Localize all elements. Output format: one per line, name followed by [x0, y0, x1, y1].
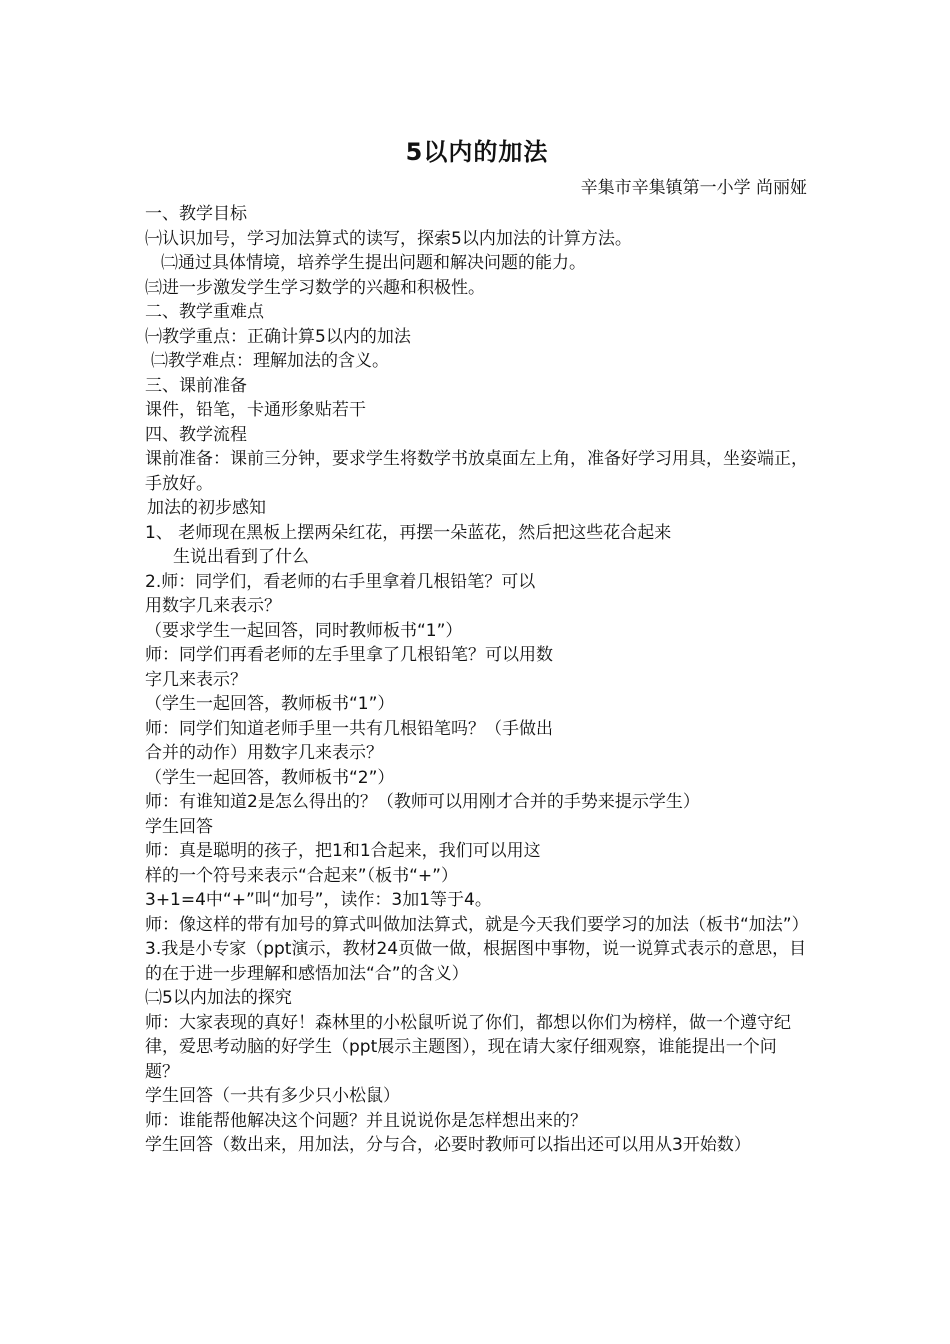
- document-body: [145, 202, 809, 1158]
- paragraph-line: 师：同学们再看老师的左手里拿了几根铅笔？可以用数: [145, 645, 553, 665]
- paragraph-line: （学生一起回答，教师板书“2”）: [145, 767, 395, 788]
- paragraph-line: 一、教学目标: [145, 204, 247, 224]
- paragraph-line: 生说出看到了什么: [173, 547, 309, 567]
- paragraph-line: 2.师：同学们，看老师的右手里拿着几根铅笔？可以: [145, 571, 536, 592]
- paragraph-line: 样的一个符号来表示“合起来”（板书“+”）: [145, 865, 458, 886]
- paragraph-line: 师：有谁知道2是怎么得出的？（教师可以用刚才合并的手势来提示学生）: [145, 792, 700, 812]
- document-page: [145, 132, 809, 1158]
- paragraph-line: 师：像这样的带有加号的算式叫做加法算式，就是今天我们要学习的加法（板书“加法”）: [145, 914, 809, 935]
- document-author: 辛集市辛集镇第一小学 尚丽娅: [580, 178, 807, 198]
- paragraph-line: 三、课前准备: [145, 375, 247, 396]
- document-title: 5以内的加法: [405, 138, 549, 166]
- paragraph-line: ㈡教学难点：理解加法的含义。: [151, 351, 389, 371]
- paragraph-line: 加法的初步感知: [147, 498, 266, 518]
- paragraph-line: 师：真是聪明的孩子，把1和1合起来，我们可以用这: [145, 841, 541, 861]
- paragraph-line: 二、教学重难点: [145, 302, 264, 322]
- paragraph-line: 学生回答（一共有多少只小松鼠）: [145, 1086, 400, 1106]
- paragraph-line: 师：谁能帮他解决这个问题？并且说说你是怎样想出来的？: [145, 1110, 587, 1131]
- paragraph-line: ㈡5以内加法的探究: [145, 988, 292, 1008]
- paragraph-line: 师：大家表现的真好！森林里的小松鼠听说了你们，都想以你们为榜样，做一个遵守纪律，爱思考动脑的好学生（ppt展示主题图），现在请大家仔细观察，谁能提出一个问题？: [145, 1012, 791, 1082]
- paragraph-line: ㈢进一步激发学生学习数学的兴趣和积极性。: [145, 277, 485, 298]
- paragraph-line: 1、 老师现在黑板上摆两朵红花，再摆一朵蓝花，然后把这些花合起来: [145, 522, 672, 543]
- paragraph-line: 字几来表示？: [145, 669, 247, 690]
- paragraph-line: 3+1=4中“+”叫“加号”，读作：3加1等于4。: [145, 890, 492, 910]
- paragraph-line: 学生回答: [145, 816, 213, 837]
- paragraph-line: 课件，铅笔，卡通形象贴若干: [145, 400, 366, 420]
- paragraph-line: 3.我是小专家（ppt演示，教材24页做一做，根据图中事物，说一说算式表示的意思，目的在于进一步理解和感悟加法“合”的含义）: [145, 939, 807, 984]
- paragraph-line: 四、教学流程: [145, 424, 247, 445]
- paragraph-line: ㈡通过具体情境，培养学生提出问题和解决问题的能力。: [161, 253, 586, 273]
- paragraph-line: 师：同学们知道老师手里一共有几根铅笔吗？（手做出: [145, 718, 553, 739]
- paragraph-line: ㈠认识加号，学习加法算式的读写，探索5以内加法的计算方法。: [145, 228, 632, 249]
- paragraph-line: （要求学生一起回答，同时教师板书“1”）: [145, 620, 463, 641]
- paragraph-line: ㈠教学重点：正确计算5以内的加法: [145, 326, 411, 347]
- paragraph-line: 课前准备：课前三分钟，要求学生将数学书放桌面左上角，准备好学习用具，坐姿端正，手放好。: [145, 449, 808, 494]
- paragraph-line: 用数字几来表示？: [145, 596, 281, 616]
- paragraph-line: （学生一起回答，教师板书“1”）: [145, 694, 395, 714]
- paragraph-line: 合并的动作）用数字几来表示？: [145, 743, 383, 763]
- paragraph-line: 学生回答（数出来，用加法，分与合，必要时教师可以指出还可以用从3开始数）: [145, 1135, 751, 1155]
